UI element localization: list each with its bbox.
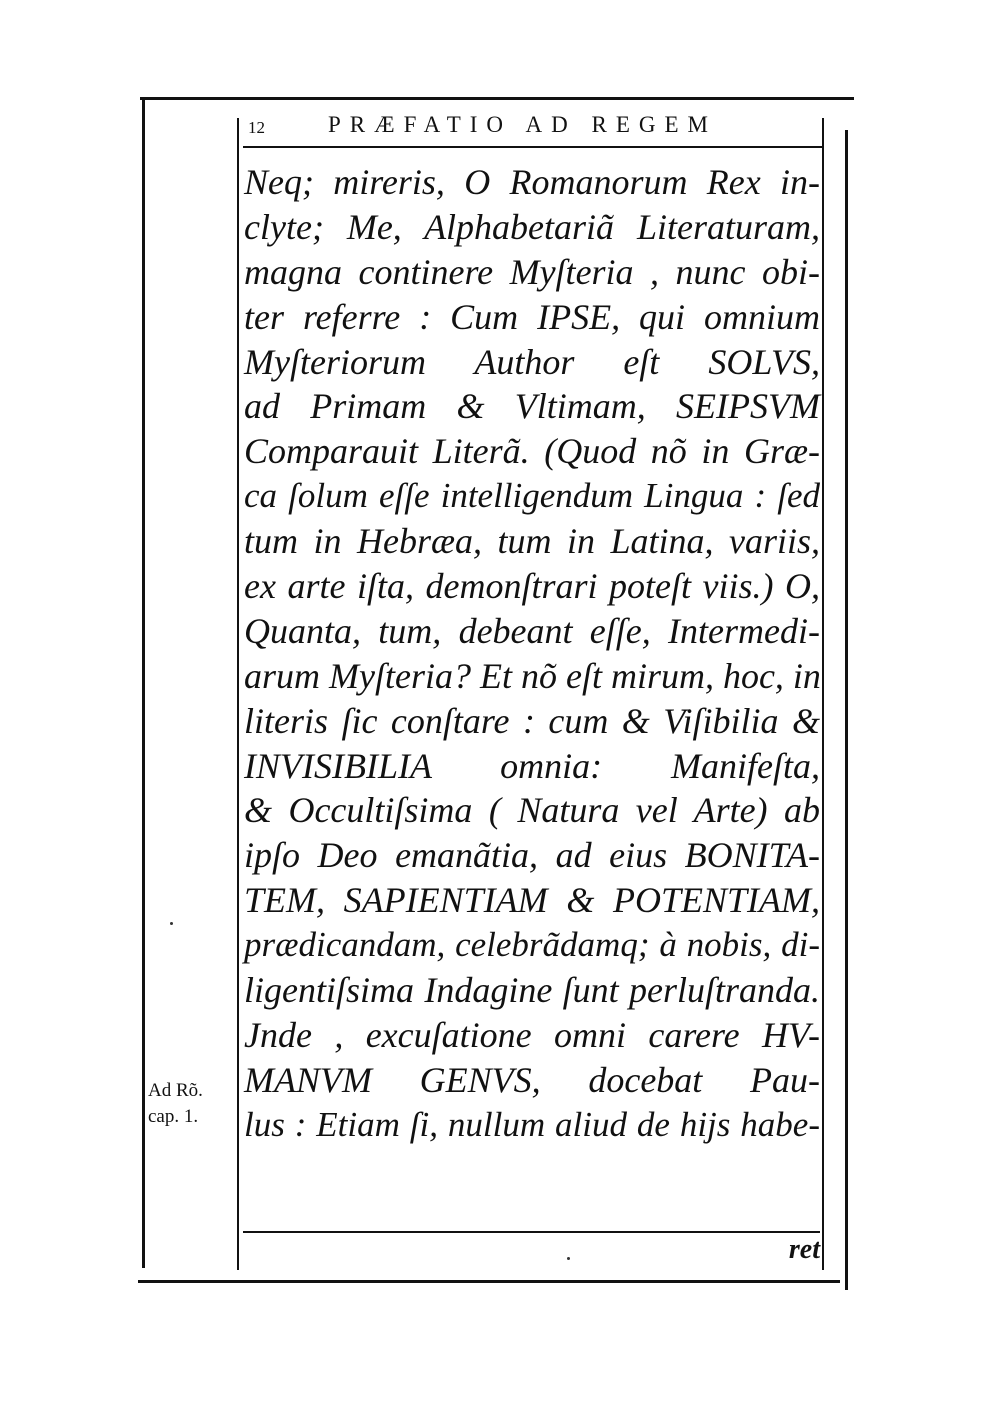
text-line: TEM, SAPIENTIAM & POTENTIAM, <box>244 880 820 921</box>
text-line: Jnde , excuſatione omni carere HV- <box>244 1014 820 1055</box>
text-line: magna continere Myſteria , nunc obi- <box>244 251 820 292</box>
text-line: ex arte iſta, demonſtrari poteſt viis.) O, <box>244 566 820 607</box>
margin-note-line: Ad Rõ. <box>148 1080 203 1101</box>
text-line: clyte; Me, Alphabetariã Literaturam, <box>244 206 820 247</box>
text-line: ter referre : Cum IPSE, qui omnium <box>244 296 820 337</box>
text-line: Myſteriorum Author eſt SOLVS, <box>244 341 820 382</box>
margin-note <box>148 1078 203 1130</box>
catchword: ret <box>788 1234 820 1265</box>
text-line: Neq; mireris, O Romanorum Rex in- <box>244 162 820 202</box>
header-rule <box>243 146 822 148</box>
text-line: MANVM GENVS, docebat Pau- <box>244 1059 820 1100</box>
text-line: tum in Hebræa, tum in Latina, variis, <box>244 521 820 562</box>
right-outer-border <box>845 130 848 1290</box>
text-line: ca ſolum eſſe intelligendum Lingua : ſed <box>244 476 820 516</box>
text-line: Quanta, tum, debeant eſſe, Intermedi- <box>244 610 820 651</box>
page-header <box>248 112 822 144</box>
page-number: 12 <box>248 118 265 137</box>
top-outer-rule <box>140 97 854 100</box>
text-line: ligentiſsima Indagine ſunt perluſtranda. <box>244 970 820 1011</box>
body-text <box>244 160 820 1148</box>
text-line: ad Primam & Vltimam, SEIPSVM <box>244 386 820 427</box>
text-line: arum Myſteria? Et nõ eſt mirum, hoc, in <box>244 655 821 696</box>
text-line: & Occultiſsima ( Natura vel Arte) ab <box>244 790 820 831</box>
text-line: prædicandam, celebrãdamq; à nobis, di- <box>244 925 820 965</box>
running-head: PRÆFATIO AD REGEM <box>328 112 717 137</box>
inner-left-border <box>237 118 239 1270</box>
text-line: lus : Etiam ſi, nullum aliud de hijs habe- <box>244 1104 820 1144</box>
bottom-outer-rule <box>138 1280 840 1283</box>
ink-speck <box>567 1257 570 1260</box>
text-line: Comparauit Literã. (Quod nõ in Græ- <box>244 431 820 472</box>
ink-speck <box>170 922 173 925</box>
margin-note-line: cap. 1. <box>148 1106 199 1127</box>
text-line: INVISIBILIA omnia: Manifeſta, <box>244 745 820 786</box>
inner-right-border <box>822 118 824 1270</box>
footer-rule <box>243 1231 820 1233</box>
text-line: ipſo Deo emanãtia, ad eius BONITA- <box>244 835 820 876</box>
text-line: literis ſic conſtare : cum & Viſibilia & <box>244 700 820 741</box>
left-outer-border <box>142 100 145 1268</box>
